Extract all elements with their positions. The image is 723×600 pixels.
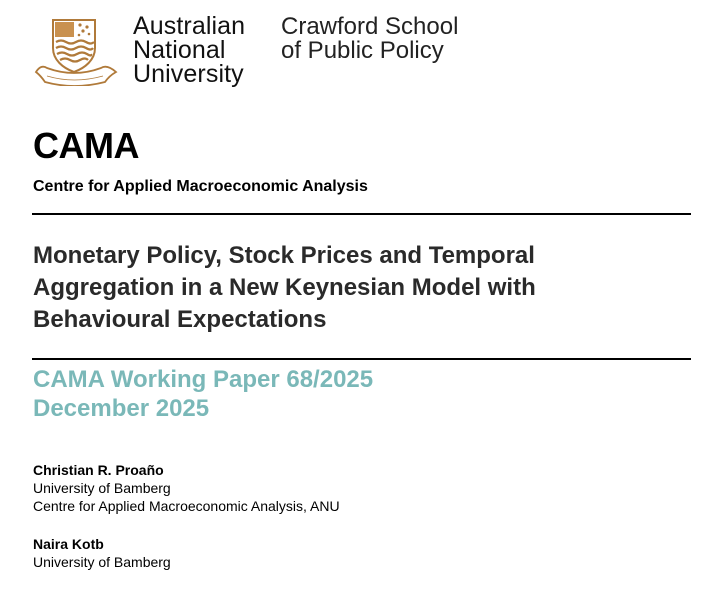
divider-bottom [32, 358, 691, 360]
school-line: Crawford School [281, 13, 459, 40]
working-paper-info [33, 365, 373, 423]
paper-title-line: Behavioural Expectations [33, 306, 327, 333]
anu-crest-icon [33, 16, 119, 86]
university-line: Australian [133, 12, 246, 40]
author-affiliation: University of Bamberg [33, 480, 171, 496]
author-affiliation: University of Bamberg [33, 554, 171, 570]
school-name [281, 15, 458, 63]
university-line: National [133, 36, 226, 64]
cama-subtitle: Centre for Applied Macroeconomic Analysis [33, 178, 368, 195]
divider-top [32, 213, 691, 215]
paper-title [33, 240, 673, 336]
university-line: University [133, 60, 244, 88]
page-header [0, 0, 723, 100]
paper-title-line: Monetary Policy, Stock Prices and Temporal [33, 242, 535, 269]
author-name: Naira Kotb [33, 536, 104, 552]
cama-title: CAMA [33, 125, 139, 166]
working-paper-date: December 2025 [33, 395, 210, 422]
school-line: of Public Policy [281, 37, 444, 64]
author-affiliation: Centre for Applied Macroeconomic Analysis, ANU [33, 498, 340, 514]
working-paper-number: CAMA Working Paper 68/2025 [33, 366, 374, 393]
paper-title-line: Aggregation in a New Keynesian Model with [33, 274, 536, 301]
university-name [133, 14, 245, 86]
author-block [33, 461, 340, 515]
author-block [33, 535, 171, 571]
author-name: Christian R. Proaño [33, 462, 164, 478]
